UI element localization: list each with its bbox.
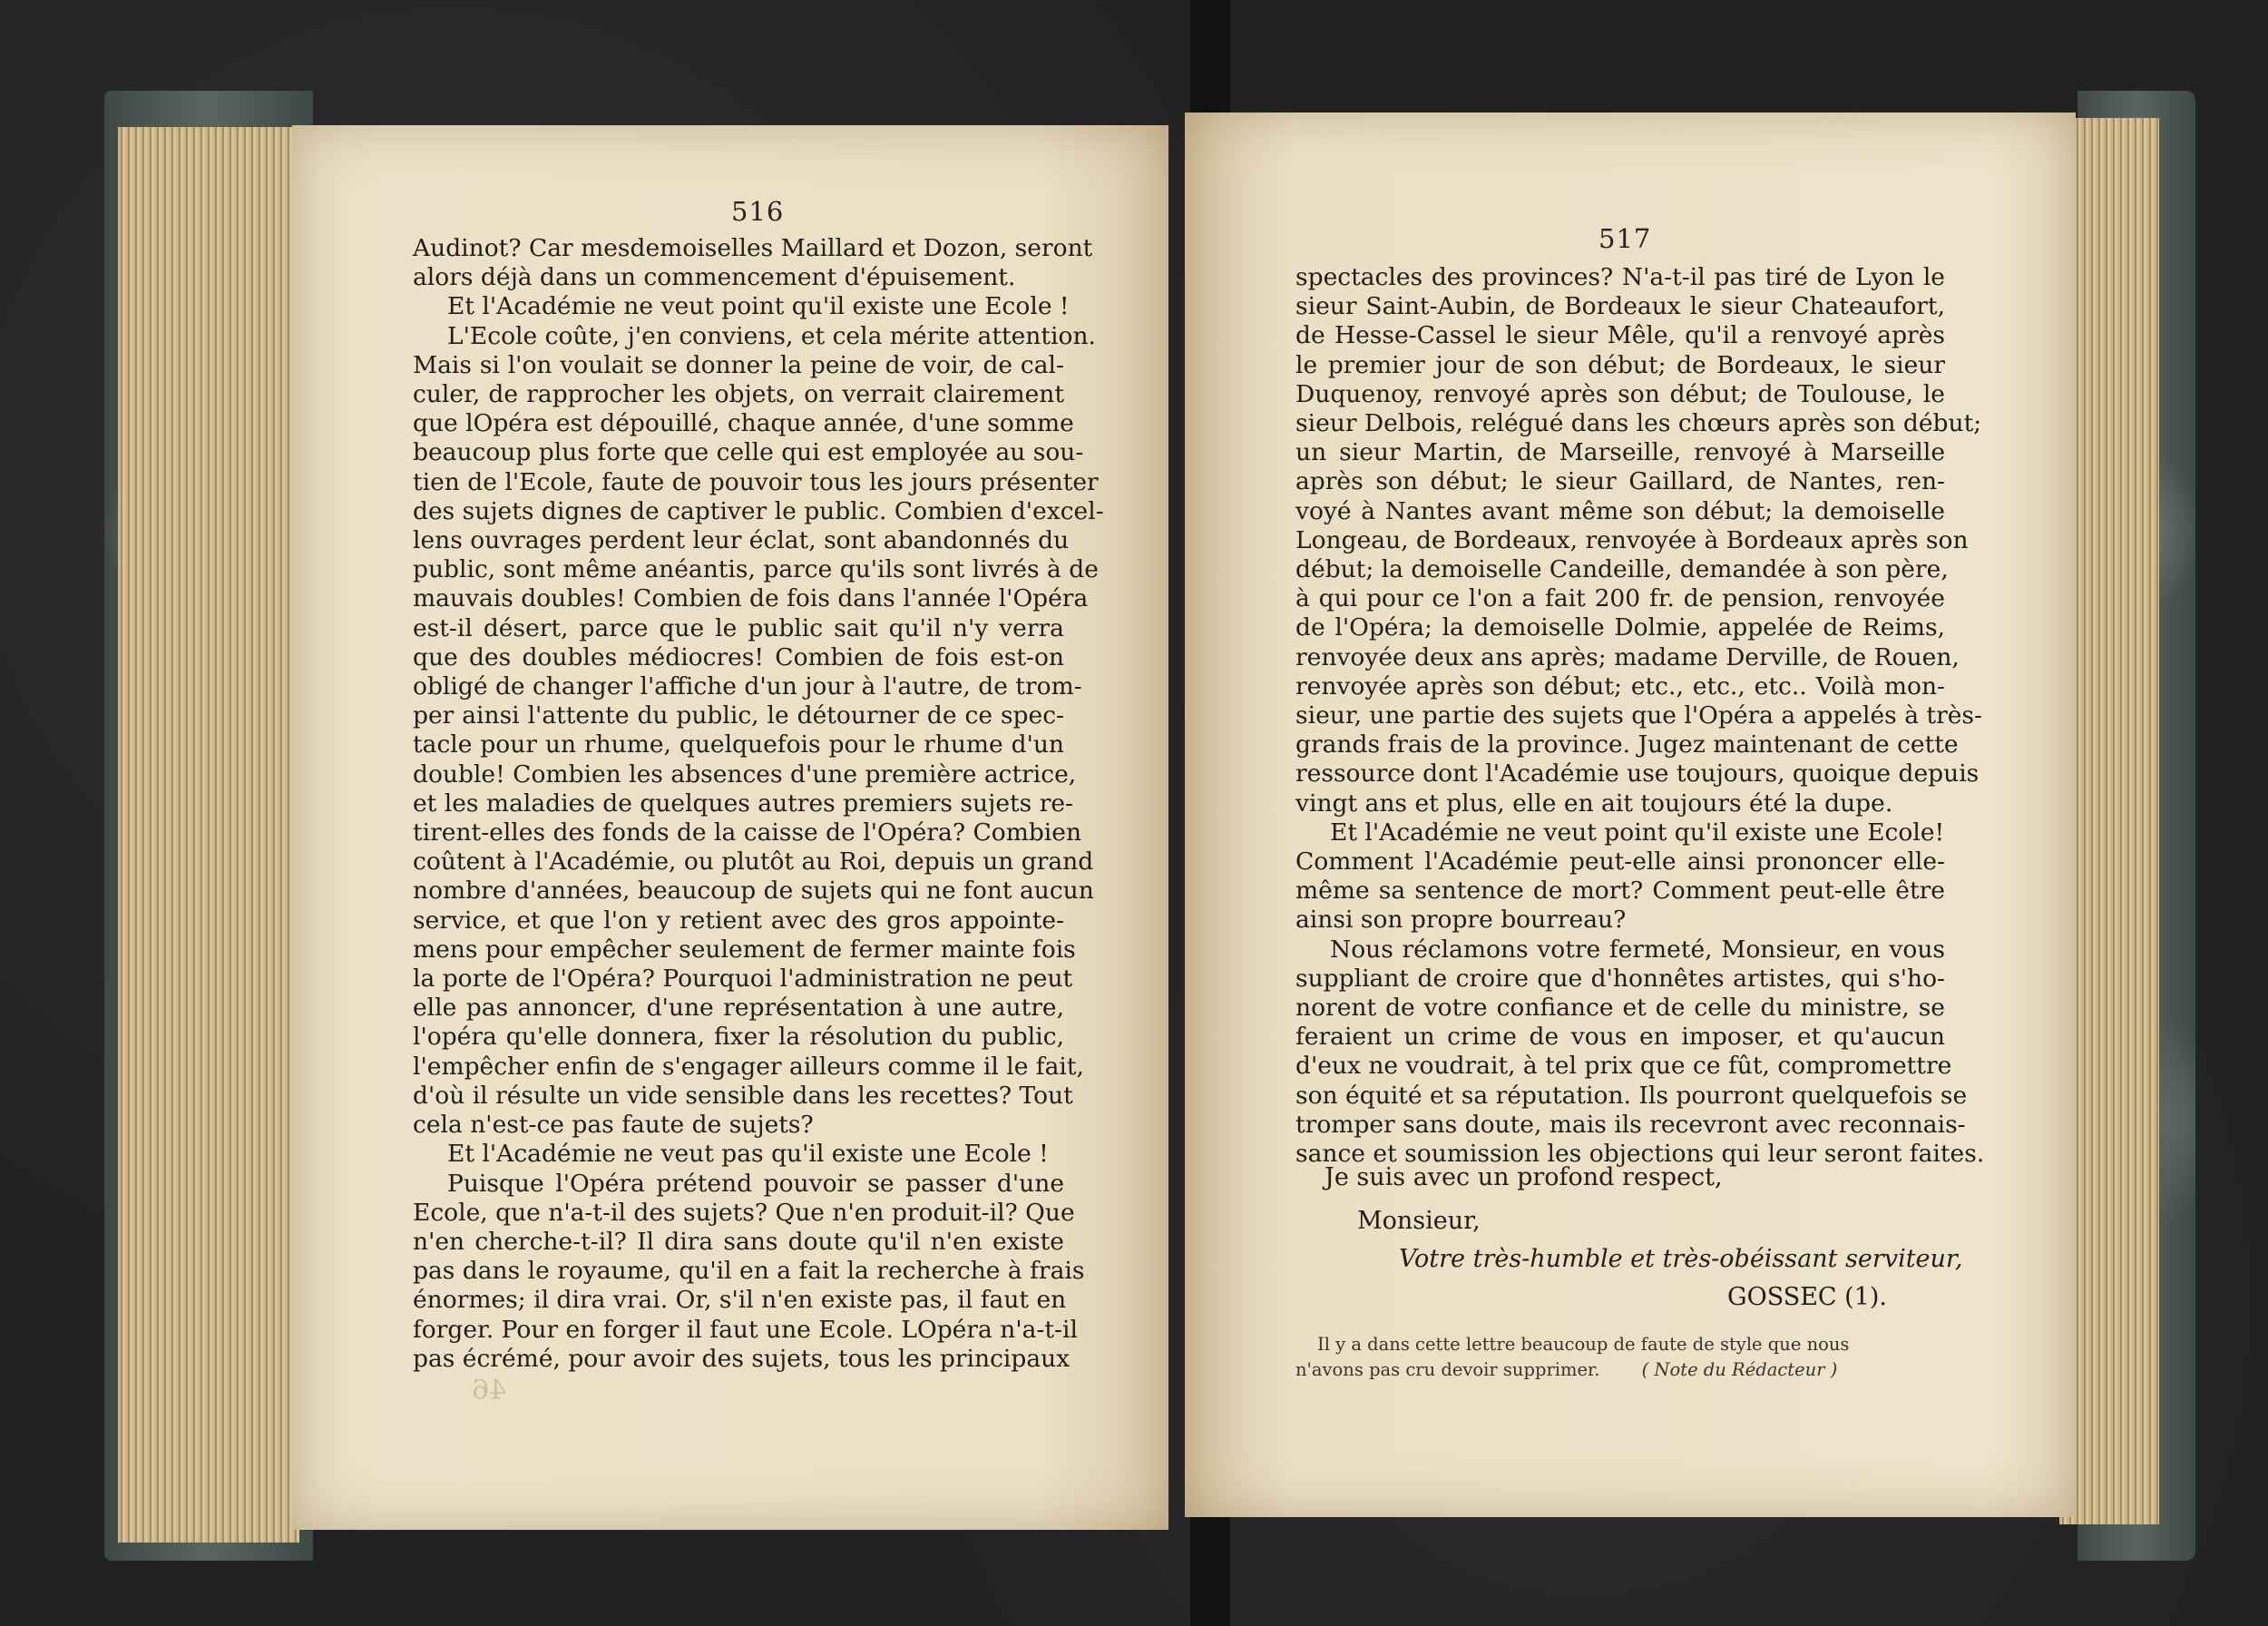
text-line: voyé à Nantes avant même son début; la demoiselle — [1295, 496, 1945, 525]
left-page-text — [413, 234, 1104, 1374]
text-line: feraient un crime de vous en imposer, et qu'aucun — [1295, 1023, 1945, 1052]
footnote-credit: ( Note du Rédacteur ) — [1641, 1359, 1838, 1380]
text-line: mauvais doubles! Combien de fois dans l'année l'Opéra — [413, 584, 1089, 613]
text-line: sieur Saint-Aubin, de Bordeaux le sieur Chateaufort, — [1295, 292, 1945, 321]
footnote-line-2 — [1295, 1357, 1837, 1382]
text-line: n'en cherche-t-il? Il dira sans doute qu'il n'en existe — [413, 1227, 1064, 1256]
text-line: double! Combien les absences d'une première actrice, — [413, 759, 1077, 789]
text-line: Et l'Académie ne veut pas qu'il existe une Ecole ! — [447, 1140, 1049, 1169]
text-line: la porte de l'Opéra? Pourquoi l'administration ne peut — [413, 965, 1073, 994]
text-line: après son début; le sieur Gaillard, de Nantes, ren- — [1295, 467, 1945, 496]
text-line: sieur, une partie des sujets que l'Opéra a appelés à très- — [1295, 701, 1982, 730]
show-through-mark: 46 — [472, 1375, 507, 1406]
text-line: tien de l'Ecole, faute de pouvoir tous les jours présenter — [413, 467, 1099, 496]
text-line: per ainsi l'attente du public, le détourner de ce spec- — [413, 701, 1064, 730]
left-page-edges — [118, 127, 299, 1543]
text-line: tromper sans doute, mais ils recevront avec reconnais- — [1295, 1110, 1966, 1139]
text-line: est-il désert, parce que le public sait qu'il n'y verra — [413, 613, 1064, 642]
right-page-text — [1295, 263, 1985, 1169]
text-line: énormes; il dira vrai. Or, s'il n'en existe pas, il faut en — [413, 1286, 1067, 1315]
text-line: grands frais de la province. Jugez maintenant de cette — [1295, 730, 1959, 759]
text-line: que lOpéra est dépouillé, chaque année, d'une somme — [413, 409, 1074, 438]
text-line: ainsi son propre bourreau? — [1295, 906, 1627, 935]
text-line: pas dans le royaume, qu'il en a fait la recherche à frais — [413, 1257, 1085, 1286]
text-line: l'opéra qu'elle donnera, fixer la résolution du public, — [413, 1023, 1064, 1052]
text-line: l'empêcher enfin de s'engager ailleurs comme il le fait, — [413, 1052, 1084, 1081]
footnote-line-1: Il y a dans cette lettre beaucoup de faute de style que nous — [1317, 1334, 1850, 1355]
text-line: sieur Delbois, relégué dans les chœurs après son début; — [1295, 409, 1982, 438]
text-line: d'eux ne voudrait, à tel prix que ce fût, compromettre — [1295, 1052, 1952, 1081]
left-page-number: 516 — [731, 196, 785, 227]
text-line: Puisque l'Opéra prétend pouvoir se passer d'une — [447, 1169, 1064, 1198]
text-line: de Hesse-Cassel le sieur Mêle, qu'il a renvoyé après — [1295, 321, 1945, 350]
text-line: Nous réclamons votre fermeté, Monsieur, en vous — [1330, 935, 1945, 964]
text-line: Et l'Académie ne veut point qu'il existe une Ecole! — [1330, 818, 1945, 847]
signature: GOSSEC (1). — [1727, 1283, 1888, 1311]
text-line: mens pour empêcher seulement de fermer mainte fois — [413, 935, 1076, 964]
text-line: renvoyée après son début; etc., etc., etc.. Voilà mon- — [1295, 671, 1945, 700]
text-line: alors déjà dans un commencement d'épuisement. — [413, 263, 1016, 292]
text-line: Audinot? Car mesdemoiselles Maillard et Dozon, seront — [413, 234, 1093, 262]
text-line: Ecole, que n'a-t-il des sujets? Que n'en produit-il? Que — [413, 1198, 1075, 1227]
text-line: des sujets dignes de captiver le public. Combien d'excel- — [413, 496, 1104, 525]
text-line: à qui pour ce l'on a fait 200 fr. de pension, renvoyée — [1295, 584, 1945, 613]
text-line: norent de votre confiance et de celle du ministre, se — [1295, 994, 1945, 1023]
text-line: pas écrémé, pour avoir des sujets, tous les principaux — [413, 1344, 1070, 1373]
text-line: sance et soumission les objections qui leur seront faites. — [1295, 1140, 1985, 1169]
text-line: renvoyée deux ans après; madame Derville, de Rouen, — [1295, 642, 1960, 671]
text-line: tirent-elles des fonds de la caisse de l'Opéra? Combien — [413, 818, 1082, 847]
text-line: Longeau, de Bordeaux, renvoyée à Bordeaux après son — [1295, 525, 1969, 554]
text-line: le premier jour de son début; de Bordeaux, le sieur — [1295, 350, 1945, 379]
text-line: Comment l'Académie peut-elle ainsi prononcer elle- — [1295, 847, 1945, 877]
text-line: que des doubles médiocres! Combien de fois est-on — [413, 642, 1064, 671]
text-line: début; la demoiselle Candeille, demandée à son père, — [1295, 555, 1949, 584]
text-line: Duquenoy, renvoyé après son début; de Toulouse, le — [1295, 379, 1945, 408]
right-page-number: 517 — [1598, 223, 1652, 254]
signoff: Votre très-humble et très-obéissant serviteur, — [1399, 1245, 1963, 1273]
text-line: un sieur Martin, de Marseille, renvoyé à Marseille — [1295, 438, 1945, 467]
text-line: forger. Pour en forger il faut une Ecole. LOpéra n'a-t-il — [413, 1315, 1078, 1344]
text-line: service, et que l'on y retient avec des gros appointe- — [413, 906, 1064, 935]
text-line: beaucoup plus forte que celle qui est employée au sou- — [413, 438, 1084, 467]
text-line: d'où il résulte un vide sensible dans les recettes? Tout — [413, 1081, 1073, 1110]
text-line: même sa sentence de mort? Comment peut-elle être — [1295, 877, 1945, 906]
text-line: coûtent à l'Académie, ou plutôt au Roi, depuis un grand — [413, 847, 1094, 877]
text-line: nombre d'années, beaucoup de sujets qui ne font aucun — [413, 877, 1094, 906]
text-line: Mais si l'on voulait se donner la peine de voir, de cal- — [413, 350, 1064, 379]
text-line: culer, de rapprocher les objets, on verrait clairement — [413, 380, 1064, 409]
text-line: elle pas annoncer, d'une représentation à une autre, — [413, 994, 1064, 1023]
text-line: ressource dont l'Académie use toujours, quoique depuis — [1295, 759, 1980, 789]
text-line: suppliant de croire que d'honnêtes artistes, qui s'ho- — [1295, 964, 1945, 993]
text-line: Et l'Académie ne veut point qu'il existe une Ecole ! — [447, 292, 1070, 321]
footnote-text: n'avons pas cru devoir supprimer. — [1295, 1359, 1600, 1380]
text-line: obligé de changer l'affiche d'un jour à l'autre, de trom- — [413, 672, 1082, 701]
salutation: Monsieur, — [1357, 1207, 1481, 1235]
text-line: tacle pour un rhume, quelquefois pour le rhume d'un — [413, 730, 1064, 759]
text-line: son équité et sa réputation. Ils pourront quelquefois se — [1295, 1081, 1968, 1110]
text-line: et les maladies de quelques autres premiers sujets re- — [413, 789, 1073, 818]
closing-greeting: Je suis avec un profond respect, — [1325, 1163, 1723, 1191]
text-line: vingt ans et plus, elle en ait toujours été la dupe. — [1295, 789, 1893, 818]
text-line: de l'Opéra; la demoiselle Dolmie, appelée de Reims, — [1295, 613, 1945, 642]
text-line: public, sont même anéantis, parce qu'ils sont livrés à de — [413, 555, 1099, 584]
text-line: cela n'est-ce pas faute de sujets? — [413, 1111, 814, 1140]
text-line: L'Ecole coûte, j'en conviens, et cela mérite attention. — [447, 321, 1096, 350]
text-line: spectacles des provinces? N'a-t-il pas tiré de Lyon le — [1295, 263, 1945, 291]
text-line: lens ouvrages perdent leur éclat, sont abandonnés du — [413, 526, 1070, 555]
